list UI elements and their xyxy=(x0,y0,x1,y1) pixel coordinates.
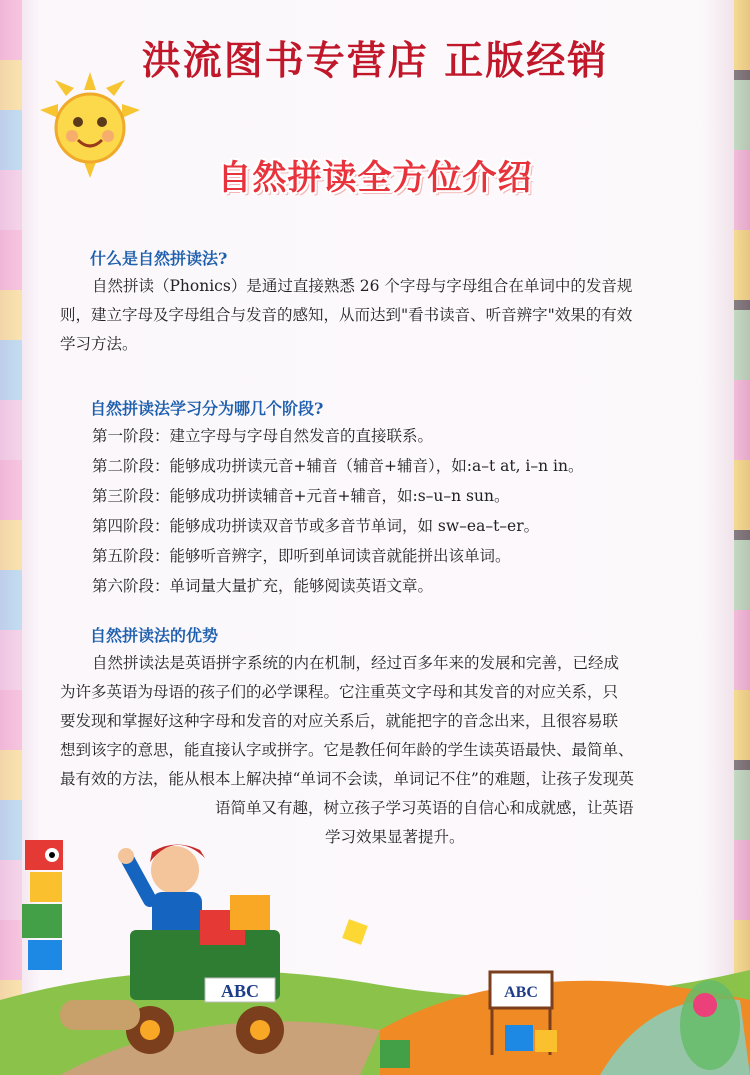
page-title: 自然拼读全方位介绍 xyxy=(217,158,533,198)
cube-icon xyxy=(342,919,368,945)
bottom-illustration xyxy=(0,800,750,1075)
toy-blocks-icon xyxy=(22,840,63,970)
paragraph-line: 为许多英语为母语的孩子们的必学课程。它注重英文字母和其发音的对应关系，只 xyxy=(60,683,619,701)
sign-label: ABC xyxy=(504,984,538,1001)
stage-item: 第五阶段：能够听音辨字，即听到单词读音就能拼出该单词。 xyxy=(92,547,511,565)
stage-item: 第一阶段：建立字母与字母自然发音的直接联系。 xyxy=(92,427,434,445)
cube-icon xyxy=(380,1040,410,1068)
paragraph-line: 想到该字的意思，能直接认字或拼字。它是教任何年龄的学生读英语最快、最简单、 xyxy=(60,741,634,759)
flower-icon xyxy=(680,980,740,1070)
section-heading-what-is-phonics: 什么是自然拼读法? xyxy=(90,249,228,268)
section-heading-stages: 自然拼读法学习分为哪几个阶段? xyxy=(90,399,324,418)
paragraph-line: 最有效的方法，能从根本上解决掉“单词不会读，单词记不住”的难题，让孩子发现英 xyxy=(60,770,634,788)
paragraph-line: 自然拼读（Phonics）是通过直接熟悉 26 个字母与字母组合在单词中的发音规 xyxy=(92,277,633,295)
paragraph-line: 语简单又有趣，树立孩子学习英语的自信心和成就感，让英语 xyxy=(215,799,634,817)
section-heading-advantages: 自然拼读法的优势 xyxy=(90,626,219,645)
stage-item: 第六阶段：单词量大量扩充，能够阅读英语文章。 xyxy=(92,577,434,595)
stage-item: 第四阶段：能够成功拼读双音节或多音节单词，如 sw–ea–t–er。 xyxy=(92,517,540,535)
paragraph-line: 则，建立字母及字母组合与发音的感知，从而达到"看书读音、听音辨字"效果的有效 xyxy=(60,306,633,324)
paragraph-line: 要发现和掌握好这种字母和发音的对应关系后，就能把字的音念出来，且很容易联 xyxy=(60,712,619,730)
stage-item: 第二阶段：能够成功拼读元音+辅音（辅音+辅音），如:a–t at, i–n in。 xyxy=(92,457,584,475)
cart-label: ABC xyxy=(220,981,260,1001)
store-banner: 洪流图书专营店 正版经销 xyxy=(141,39,609,84)
paragraph-line: 自然拼读法是英语拼字系统的内在机制，经过百多年来的发展和完善，已经成 xyxy=(92,654,620,672)
paragraph-line: 学习方法。 xyxy=(60,335,138,353)
paragraph-line: 学习效果显著提升。 xyxy=(325,828,465,846)
stage-item: 第三阶段：能够成功拼读辅音+元音+辅音，如:s–u–n sun。 xyxy=(92,487,510,505)
